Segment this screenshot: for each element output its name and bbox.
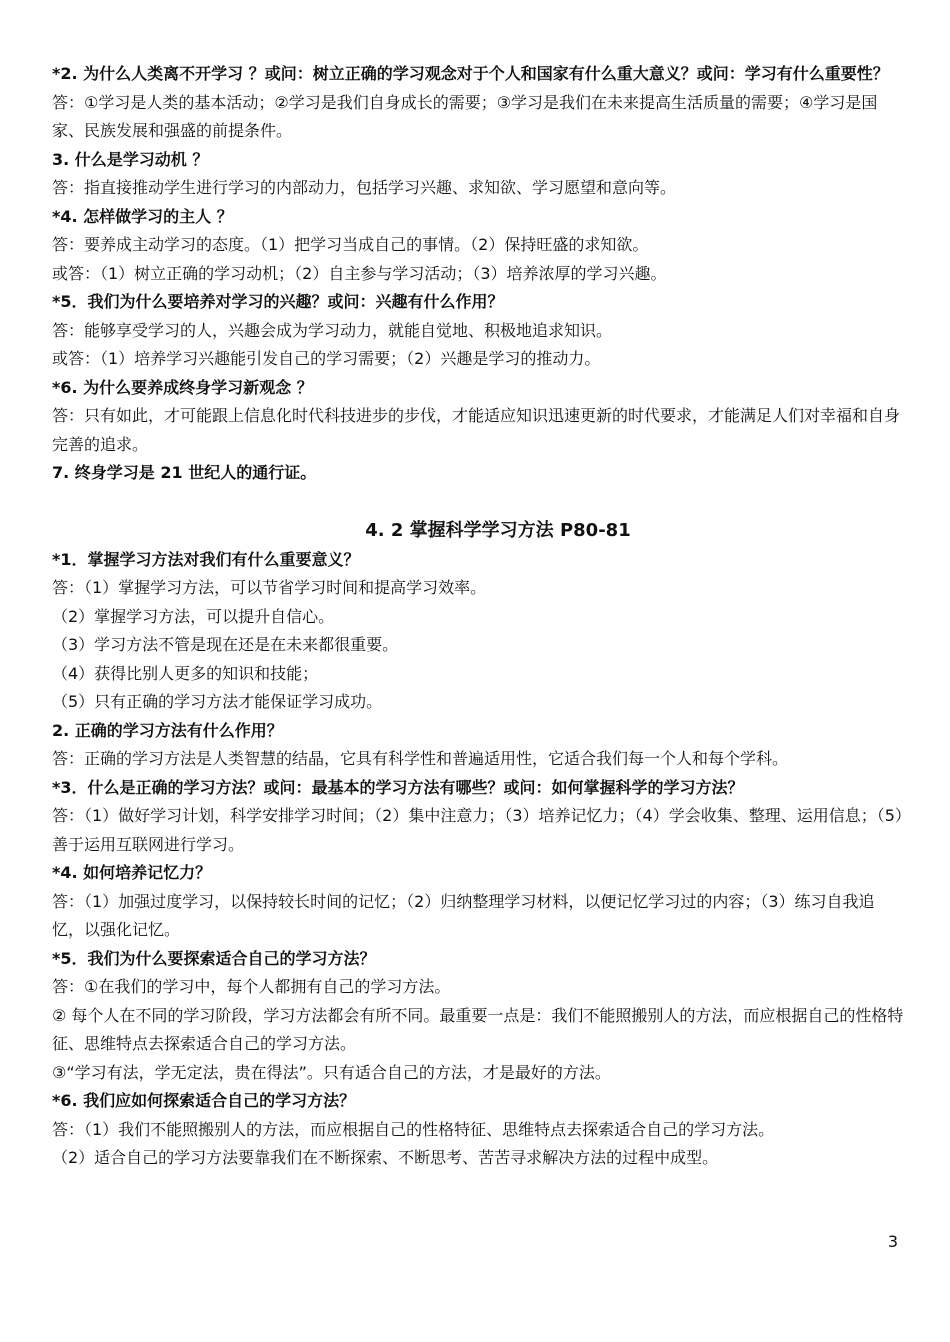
question-line: *4. 怎样做学习的主人 ？: [52, 206, 233, 226]
answer-line: 或答：（1）树立正确的学习动机；（2）自主参与学习活动；（3）培养浓厚的学习兴趣。: [52, 263, 667, 283]
document-page: [52, 60, 904, 1173]
question-line: *3．什么是正确的学习方法？或问：最基本的学习方法有哪些？或问：如何掌握科学的学习方法？: [52, 777, 744, 797]
answer-line: 答：能够享受学习的人，兴趣会成为学习动力，就能自觉地、积极地追求知识。: [52, 320, 613, 340]
question-line: *1．掌握学习方法对我们有什么重要意义？: [52, 549, 360, 569]
answer-line: 答：（1）做好学习计划，科学安排学习时间；（2）集中注意力；（3）培养记忆力；（4）学会收集、整理、运用信息；（5）善于运用互联网进行学习。: [52, 806, 903, 854]
question-line: *5．我们为什么要探索适合自己的学习方法？: [52, 948, 376, 968]
answer-line: 答：（1）加强过度学习，以保持较长时间的记忆；（2）归纳整理学习材料，以便记忆学习过的内容；（3）练习自我追忆，以强化记忆。: [52, 891, 875, 939]
question-line: 3. 什么是学习动机 ？: [52, 149, 209, 169]
answer-line: ② 每个人在不同的学习阶段，学习方法都会有所不同。最重要一点是：我们不能照搬别人的方法，而应根据自己的性格特征、思维特点去探索适合自己的学习方法。: [52, 1005, 904, 1053]
answer-line: ③“学习有法，学无定法，贵在得法”。只有适合自己的方法，才是最好的方法。: [52, 1062, 611, 1082]
answer-line: （2）适合自己的学习方法要靠我们在不断探索、不断思考、苦苦寻求解决方法的过程中成型。: [52, 1148, 719, 1167]
answer-line: 答：只有如此，才可能跟上信息化时代科技进步的步伐，才能适应知识迅速更新的时代要求，才能满足人们对幸福和自身完善的追求。: [52, 406, 901, 454]
question-line: 2. 正确的学习方法有什么作用？: [52, 720, 283, 740]
question-line: *4. 如何培养记忆力？: [52, 863, 212, 882]
qa-block-learning-methods: [52, 546, 904, 1173]
question-line: 7. 终身学习是 21 世纪人的通行证。: [52, 463, 317, 482]
answer-line: 答：①学习是人类的基本活动；②学习是我们自身成长的需要；③学习是我们在未来提高生活质量的需要；④学习是国家、民族发展和强盛的前提条件。: [52, 92, 878, 140]
answer-line: 答：（1）我们不能照搬别人的方法，而应根据自己的性格特征、思维特点去探索适合自己的学习方法。: [52, 1119, 775, 1139]
question-line: *6. 为什么要养成终身学习新观念 ？: [52, 377, 313, 397]
answer-line: （3）学习方法不管是现在还是在未来都很重要。: [52, 635, 399, 654]
question-line: *5．我们为什么要培养对学习的兴趣？或问：兴趣有什么作用？: [52, 292, 504, 311]
answer-line: 答：（1）掌握学习方法，可以节省学习时间和提高学习效率。: [52, 578, 487, 597]
answer-line: （4）获得比别人更多的知识和技能；: [52, 663, 319, 683]
answer-line: （5）只有正确的学习方法才能保证学习成功。: [52, 692, 383, 711]
answer-line: 答：正确的学习方法是人类智慧的结晶，它具有科学性和普遍适用性，它适合我们每一个人和每个学科。: [52, 749, 789, 768]
question-line: *2. 为什么人类离不开学习 ？或问：树立正确的学习观念对于个人和国家有什么重大意义？或问：学习有什么重要性？: [52, 64, 889, 83]
answer-line: 答：要养成主动学习的态度。（1）把学习当成自己的事情。（2）保持旺盛的求知欲。: [52, 235, 649, 254]
page-number: 3: [887, 1232, 898, 1251]
question-line: *6. 我们应如何探索适合自己的学习方法？: [52, 1091, 356, 1110]
qa-block-learning-concepts: [52, 60, 904, 488]
answer-line: 或答：（1）培养学习兴趣能引发自己的学习需要；（2）兴趣是学习的推动力。: [52, 349, 601, 368]
answer-line: 答：①在我们的学习中，每个人都拥有自己的学习方法。: [52, 977, 451, 996]
section-title: 4. 2 掌握科学学习方法 P80-81: [365, 519, 631, 541]
answer-line: （2）掌握学习方法，可以提升自信心。: [52, 606, 335, 626]
section-spacer: [52, 488, 904, 516]
answer-line: 答：指直接推动学生进行学习的内部动力，包括学习兴趣、求知欲、学习愿望和意向等。: [52, 178, 677, 197]
